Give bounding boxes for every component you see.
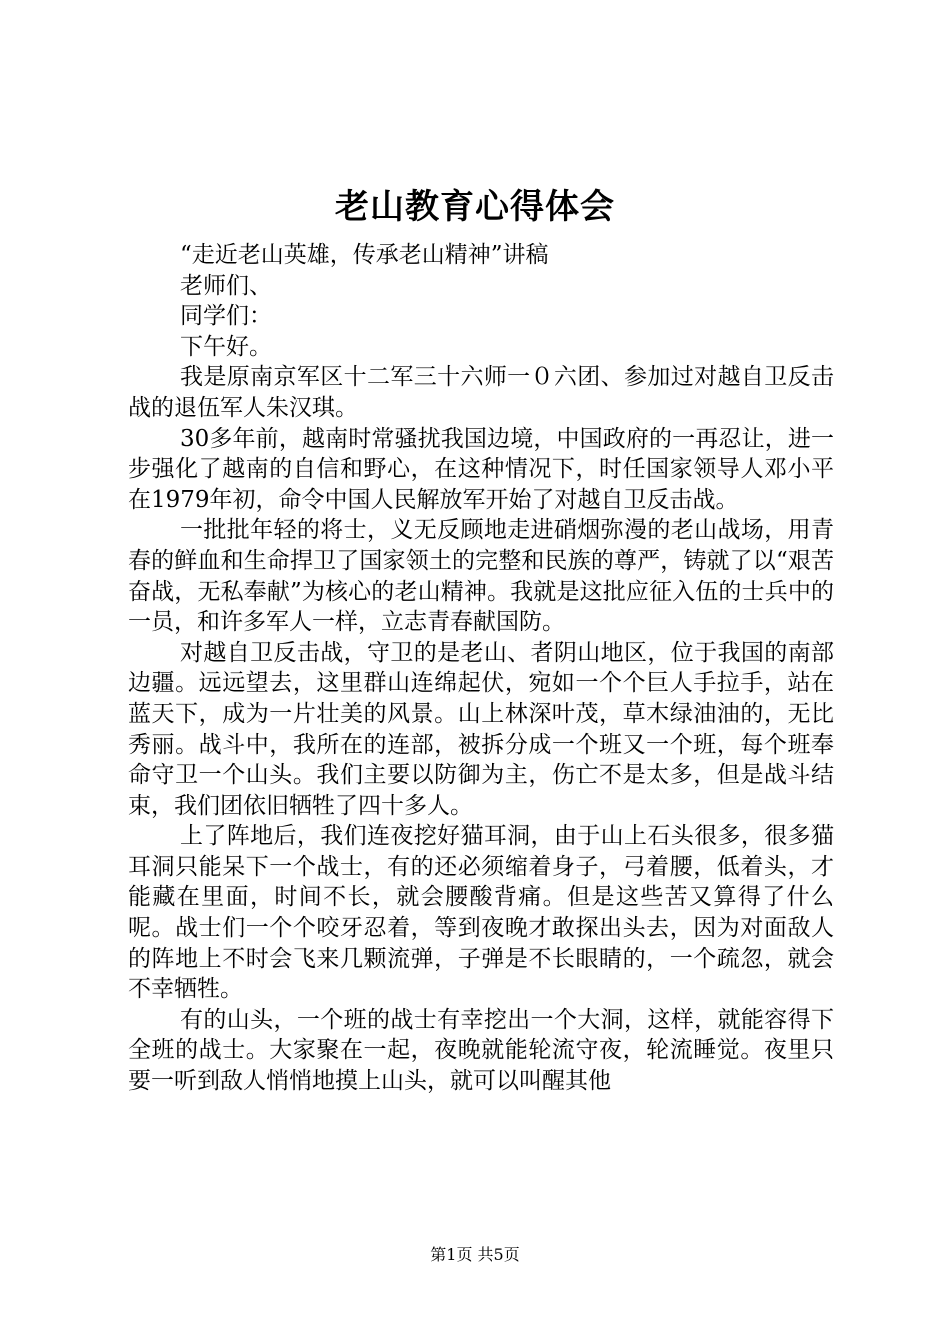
- paragraph: 对越自卫反击战，守卫的是老山、者阴山地区，位于我国的南部边疆。远远望去，这里群山连绵起伏，宛如一个个巨人手拉手，站在蓝天下，成为一片壮美的风景。山上林深叶茂，草木绿油油的，无比秀丽。战斗中，我所在的连部，被拆分成一个班又一个班，每个班奉命守卫一个山头。我们主要以防御为主，伤亡不是太多，但是战斗结束，我们团依旧牺牲了四十多人。: [128, 639, 834, 819]
- paragraph: 上了阵地后，我们连夜挖好猫耳洞，由于山上石头很多，很多猫耳洞只能呆下一个战士，有的还必须缩着身子，弓着腰，低着头，才能藏在里面，时间不长，就会腰酸背痛。但是这些苦又算得了什么呢。战士们一个个咬牙忍着，等到夜晚才敢探出头去，因为对面敌人的阵地上不时会飞来几颗流弹，子弹是不长眼睛的，一个疏忽，就会不幸牺牲。: [128, 823, 834, 1003]
- paragraph: 我是原南京军区十二军三十六师一０六团、参加过对越自卫反击战的退伍军人朱汉琪。: [128, 364, 834, 421]
- document-title: 老山教育心得体会: [335, 187, 615, 227]
- paragraph: 同学们：: [180, 303, 272, 330]
- paragraph: 有的山头，一个班的战士有幸挖出一个大洞，这样，就能容得下全班的战士。大家聚在一起，夜晚就能轮流守夜，轮流睡觉。夜里只要一听到敌人悄悄地摸上山头，就可以叫醒其他: [128, 1006, 834, 1095]
- paragraph: “走近老山英雄，传承老山精神”讲稿: [180, 242, 549, 268]
- page-footer: 第1页 共5页: [430, 1245, 520, 1264]
- document-body: [128, 240, 834, 1097]
- paragraph: 30多年前，越南时常骚扰我国边境，中国政府的一再忍让，进一步强化了越南的自信和野心，在这种情况下，时任国家领导人邓小平在1979年初，命令中国人民解放军开始了对越自卫反击战。: [128, 425, 834, 513]
- paragraph: 老师们、: [180, 272, 272, 299]
- paragraph: 一批批年轻的将士，义无反顾地走进硝烟弥漫的老山战场，用青春的鲜血和生命捍卫了国家领土的完整和民族的尊严，铸就了以“艰苦奋战，无私奉献”为核心的老山精神。我就是这批应征入伍的士兵中的一员，和许多军人一样，立志青春献国防。: [128, 517, 834, 636]
- paragraph: 下午好。: [180, 333, 272, 360]
